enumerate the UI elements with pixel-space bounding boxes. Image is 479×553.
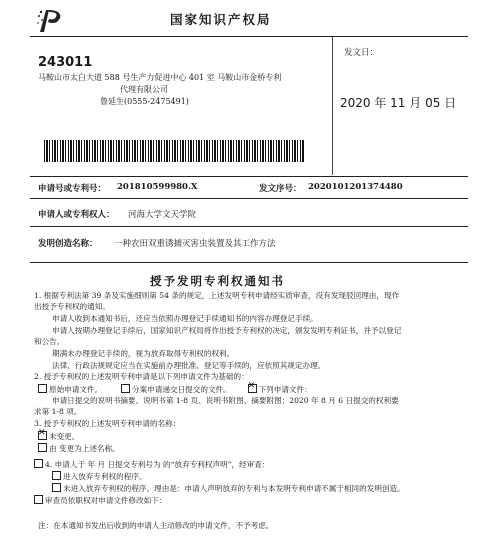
checkbox-waiver-enter[interactable] <box>52 471 61 480</box>
name-changed-row <box>38 443 120 454</box>
option-examiner-amendment: 审查员依职权对申请文件修改如下： <box>45 496 167 505</box>
rule <box>30 198 468 199</box>
name-unchanged-row <box>38 431 79 442</box>
option-changed: 由 变更为上述名称。 <box>49 444 120 453</box>
option-divisional: 分案申请递交日提交的文件。 <box>132 385 231 394</box>
paragraph-8: 3. 授予专利权的上述发明专利申请的名称： <box>34 419 181 428</box>
rule <box>30 262 468 263</box>
recipient-contact: 鲁延生(0555-2475491) <box>100 97 189 106</box>
rule <box>30 176 468 177</box>
rule <box>30 226 468 227</box>
paragraph-2: 申请人收到本通知书后，还应当依照办理登记手续通知书的内容办理登记手续。 <box>52 314 318 323</box>
examiner-amendment-row <box>34 495 167 506</box>
column-divider <box>332 37 333 175</box>
paragraph-3-cont: 和公告。 <box>34 337 65 346</box>
recipient-address: 马鞍山市太白大道 588 号生产力促进中心 401 室 马鞍山市金桥专利 <box>38 73 282 82</box>
invention-title-label: 发明创造名称： <box>38 239 98 249</box>
paragraph-6: 2. 授予专利权的上述发明专利申请是以下列申请文件为基础的： <box>34 372 249 381</box>
basis-options <box>38 384 312 395</box>
paragraph-3: 申请人按期办理登记手续后，国家知识产权局将作出授予专利权的决定，颁发发明专利证书，并予以登记 <box>52 326 402 335</box>
dispatch-date-label: 发文日： <box>344 48 379 58</box>
paragraph-1-cont: 出授予专利权的通知。 <box>34 302 110 311</box>
application-number-label: 申请号或专利号： <box>38 184 107 194</box>
checkbox-following[interactable] <box>248 384 257 393</box>
waiver-statement: 4. 申请人于 年 月 日提交专利号为 的“放弃专利权声明”，经审查： <box>45 460 270 469</box>
checkbox-original[interactable] <box>38 384 47 393</box>
cnipa-logo-icon <box>36 6 66 36</box>
waiver-option-2 <box>52 483 405 494</box>
application-number: 201810599980.X <box>117 182 198 192</box>
checkbox-waiver[interactable] <box>34 459 43 468</box>
checkbox-examiner-amendment[interactable] <box>34 495 43 504</box>
option-waiver-enter: 进入放弃专利权的程序。 <box>63 472 147 481</box>
waiver-option-1 <box>52 471 147 482</box>
checkbox-changed[interactable] <box>38 443 47 452</box>
option-unchanged: 未变更。 <box>49 432 80 441</box>
header-rule <box>30 36 468 37</box>
option-original: 原始申请文件。 <box>49 385 103 394</box>
recipient-agency: 代理有限公司 <box>120 85 168 94</box>
invention-title: 一种农田双重诱捕灭害虫装置及其工作方法 <box>114 239 276 249</box>
notice-title: 授予发明专利权通知书 <box>150 274 285 288</box>
barcode <box>44 140 304 162</box>
checkbox-waiver-not-enter[interactable] <box>52 483 61 492</box>
dispatch-date: 2020 年 11 月 05 日 <box>340 96 457 110</box>
applicant-label: 申请人或专利权人： <box>38 210 115 220</box>
paragraph-5: 法律、行政法规规定应当在实施前办理批准、登记等手续的，应依照其规定办理。 <box>52 361 326 370</box>
footnote: 注：在本通知书发出后收到的申请人主动修改的申请文件，不予考虑。 <box>38 521 274 530</box>
paragraph-9 <box>34 459 270 470</box>
paragraph-4: 期满未办理登记手续的，视为放弃取得专利权的权利。 <box>52 349 235 358</box>
checkbox-unchanged[interactable] <box>38 431 47 440</box>
paragraph-7-cont: 求第 1-8 项。 <box>34 407 82 416</box>
paragraph-7: 申请日提交的说明书摘要、说明书第 1-8 页、说明书附图、摘要附图；2020 年 8 月 6 日提交的权利要 <box>52 396 399 405</box>
applicant-name: 河海大学文天学院 <box>128 210 197 220</box>
serial-number: 2020101201374480 <box>308 182 403 192</box>
serial-number-label: 发文序号： <box>259 184 302 194</box>
option-following: 下列申请文件： <box>258 385 312 394</box>
organization-name: 国家知识产权局 <box>170 12 272 27</box>
checkbox-divisional[interactable] <box>121 384 130 393</box>
paragraph-1: 1. 根据专利法第 39 条及实施细则第 54 条的规定，上述发明专利申请经实质审查，没有发现驳回理由，现作 <box>34 291 400 300</box>
postal-code: 243011 <box>38 55 93 70</box>
option-waiver-not-enter: 未进入放弃专利权的程序。理由是：申请人声明放弃的专利与本发明专利申请不属于相同的发明创造。 <box>63 484 405 493</box>
